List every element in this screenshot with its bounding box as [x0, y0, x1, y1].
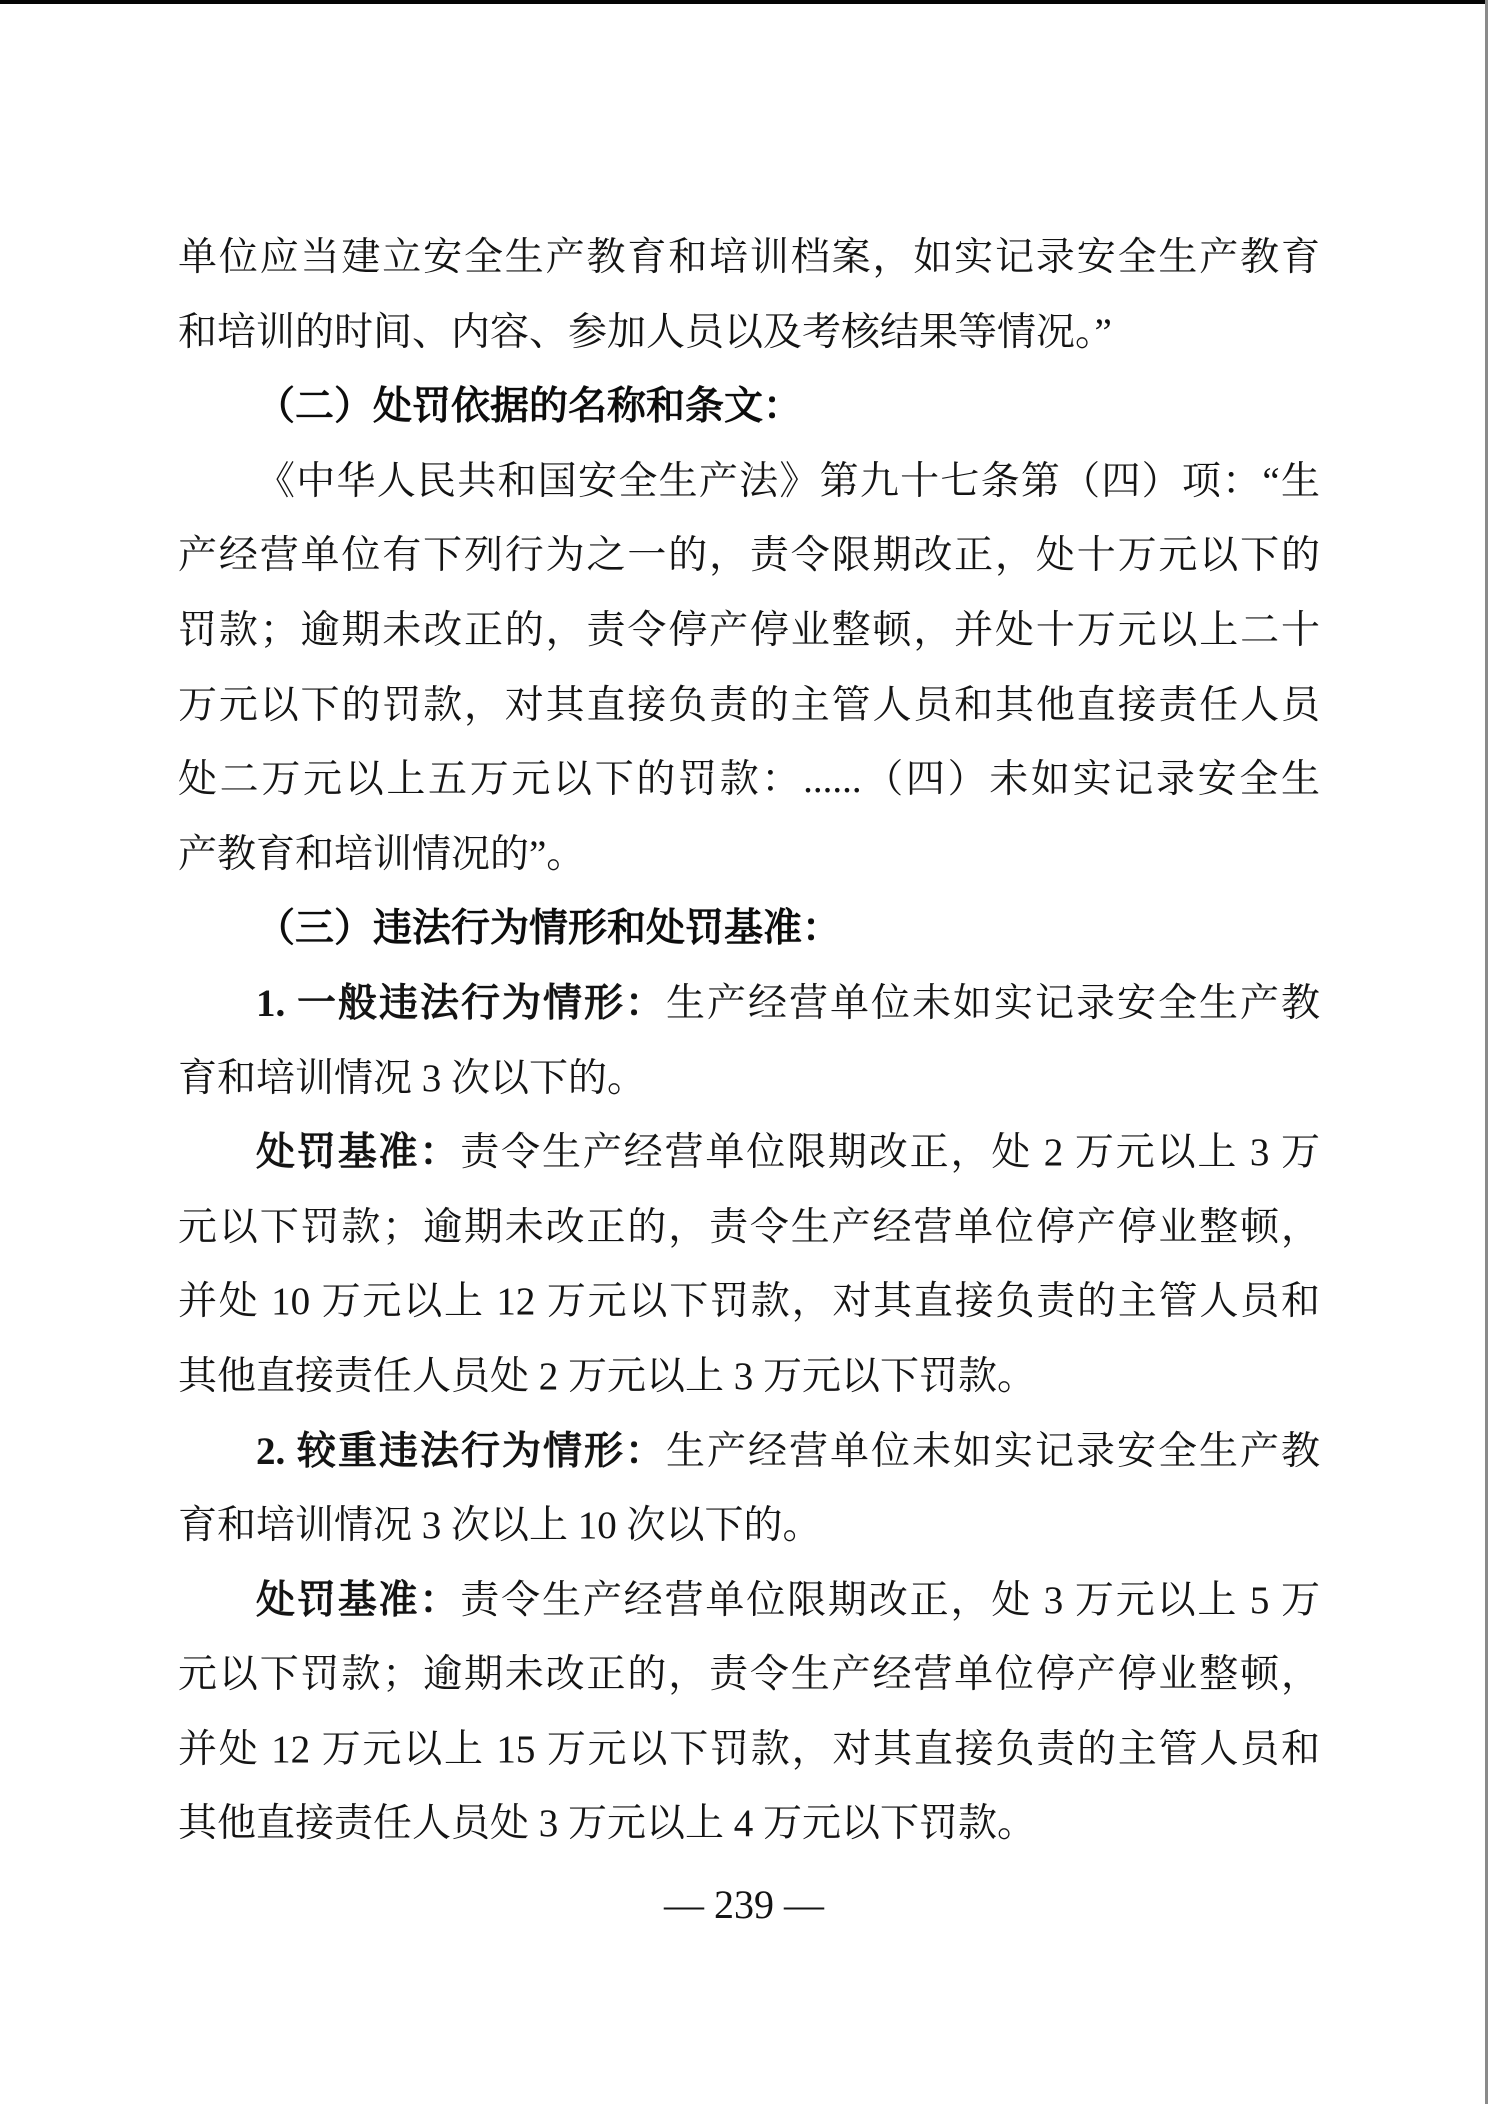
text-line — [178, 669, 1320, 744]
body-text: 并处 10 万元以上 12 万元以下罚款，对其直接负责的主管人员和 — [178, 1280, 1320, 1324]
text-line — [178, 519, 1320, 594]
bold-text: 处罚基准： — [256, 1578, 461, 1622]
body-text: 责令生产经营单位限期改正，处 2 万元以上 3 万 — [460, 1131, 1320, 1175]
body-text: 《中华人民共和国安全生产法》第九十七条第（四）项：“生 — [256, 459, 1320, 503]
bold-text: （二）处罚依据的名称和条文： — [256, 385, 803, 429]
body-text: 并处 12 万元以上 15 万元以下罚款，对其直接负责的主管人员和 — [178, 1727, 1320, 1771]
bold-text: 2. 较重违法行为情形： — [256, 1429, 666, 1473]
body-text: 产教育和培训情况的”。 — [178, 832, 586, 876]
text-line — [178, 445, 1320, 520]
text-line — [178, 743, 1320, 818]
body-text: 责令生产经营单位限期改正，处 3 万元以上 5 万 — [460, 1578, 1320, 1622]
text-line — [178, 1191, 1320, 1266]
text-line — [178, 296, 1320, 371]
body-text: 育和培训情况 3 次以下的。 — [178, 1056, 647, 1100]
section-heading — [178, 370, 1320, 445]
text-line — [178, 1713, 1320, 1788]
text-line — [178, 1415, 1320, 1490]
page-top-border — [0, 0, 1488, 4]
body-text: 生产经营单位未如实记录安全生产教 — [666, 1429, 1320, 1473]
text-line — [178, 1787, 1320, 1862]
body-text: 元以下罚款；逾期未改正的，责令生产经营单位停产停业整顿， — [178, 1205, 1320, 1249]
text-line — [178, 594, 1320, 669]
text-line — [178, 1489, 1320, 1564]
body-text: 生产经营单位未如实记录安全生产教 — [666, 981, 1320, 1025]
page-number: — 239 — — [664, 1882, 824, 1927]
text-line — [178, 221, 1320, 296]
body-text: 育和培训情况 3 次以上 10 次以下的。 — [178, 1504, 822, 1548]
body-text: 罚款；逾期未改正的，责令停产停业整顿，并处十万元以上二十 — [178, 608, 1320, 652]
body-text: 产经营单位有下列行为之一的，责令限期改正，处十万元以下的 — [178, 534, 1320, 578]
body-text: 其他直接责任人员处 2 万元以上 3 万元以下罚款。 — [178, 1354, 1037, 1398]
bold-text: 处罚基准： — [256, 1131, 461, 1175]
text-line — [178, 1116, 1320, 1191]
body-text: 和培训的时间、内容、参加人员以及考核结果等情况。” — [178, 310, 1112, 354]
text-line — [178, 1638, 1320, 1713]
section-heading — [178, 892, 1320, 967]
body-text: 单位应当建立安全生产教育和培训档案，如实记录安全生产教育 — [178, 236, 1320, 279]
bold-text: （三）违法行为情形和处罚基准： — [256, 907, 842, 951]
text-line — [178, 818, 1320, 893]
body-text: 万元以下的罚款，对其直接负责的主管人员和其他直接责任人员 — [178, 683, 1320, 727]
text-line — [178, 1265, 1320, 1340]
text-line — [178, 1340, 1320, 1415]
body-text: 其他直接责任人员处 3 万元以上 4 万元以下罚款。 — [178, 1802, 1037, 1846]
bold-text: 1. 一般违法行为情形： — [256, 981, 666, 1025]
text-line — [178, 1564, 1320, 1639]
body-text: 元以下罚款；逾期未改正的，责令生产经营单位停产停业整顿， — [178, 1653, 1320, 1697]
text-line — [178, 967, 1320, 1042]
page-content — [178, 221, 1320, 1862]
body-text: 处二万元以上五万元以下的罚款：......（四）未如实记录安全生 — [178, 758, 1320, 802]
text-line — [178, 1042, 1320, 1117]
page-footer — [0, 1884, 1488, 1926]
